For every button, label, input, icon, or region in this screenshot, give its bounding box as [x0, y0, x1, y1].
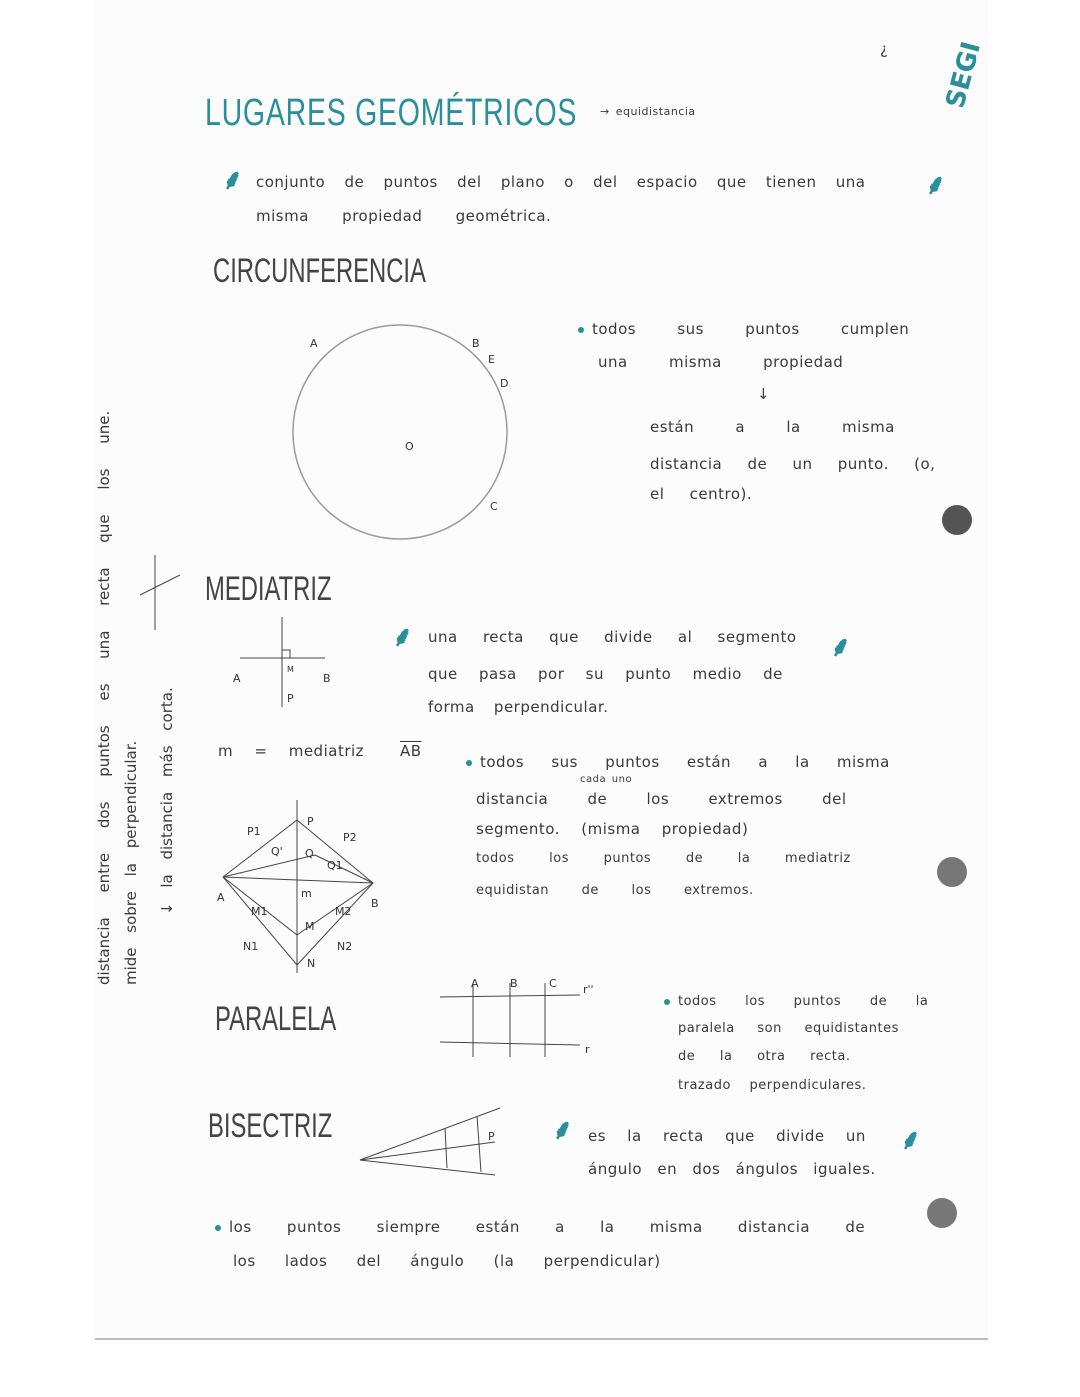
- bullet-icon: [466, 760, 472, 766]
- bullet-icon: [664, 999, 670, 1005]
- point-label: P: [287, 692, 294, 705]
- point-label: P2: [343, 831, 357, 844]
- paralela-bullet-4: trazado perpendiculares.: [678, 1078, 867, 1093]
- mediatriz-diagram: [225, 612, 345, 712]
- segment-ab: $\overline{AB}$: [400, 742, 422, 760]
- mediatriz-bullet-5: equidistan de los extremos.: [476, 883, 754, 898]
- point-label: M2: [335, 905, 352, 918]
- title-note: → equidistancia: [600, 105, 696, 118]
- bisectriz-diagram: [355, 1100, 515, 1180]
- line-label: r: [585, 1043, 590, 1056]
- point-label: B: [510, 977, 518, 990]
- mediatriz-bullet-2: distancia de los extremos del: [476, 790, 847, 808]
- point-label: A: [310, 337, 318, 350]
- point-label: C: [490, 500, 498, 513]
- point-label: B: [323, 672, 331, 685]
- point-label: A: [217, 891, 225, 904]
- logo: SEGI: [940, 38, 987, 112]
- leaf-icon: ⸙: [900, 1123, 922, 1156]
- heading-mediatriz: MEDIATRIZ: [205, 570, 332, 608]
- circle: [293, 325, 507, 539]
- point-label: M1: [251, 905, 268, 918]
- definition-line-1: conjunto de puntos del plano o del espacio que tienen una: [256, 173, 866, 191]
- circ-bullet-1: todos sus puntos cumplen: [592, 320, 910, 338]
- point-label: N2: [337, 940, 353, 953]
- punch-hole: [942, 505, 972, 535]
- point-label: Q': [271, 845, 283, 858]
- heading-paralela: PARALELA: [215, 1000, 337, 1038]
- page-title: LUGARES GEOMÉTRICOS: [205, 92, 578, 134]
- bullet-icon: [215, 1225, 221, 1231]
- bisectriz-def-2: ángulo en dos ángulos iguales.: [588, 1160, 876, 1178]
- center-label: O: [405, 440, 414, 453]
- mediatriz-bullet-3: segmento. (misma propiedad): [476, 820, 749, 838]
- circ-bullet-2: una misma propiedad: [598, 353, 844, 371]
- point-label: E: [488, 353, 495, 366]
- side-note-3: ↓ la distancia más corta.: [158, 687, 176, 915]
- perpendicular-sketch: [135, 545, 185, 635]
- point-label: N: [307, 957, 316, 970]
- point-label: Q: [305, 847, 314, 860]
- arrow-down-icon: ↓: [757, 385, 771, 403]
- side-note-2: mide sobre la perpendicular.: [122, 740, 140, 985]
- leaf-icon: ⸙: [925, 168, 947, 201]
- point-label: P1: [247, 825, 261, 838]
- mediatriz-def-1: una recta que divide al segmento: [428, 628, 797, 646]
- mediatriz-def-3: forma perpendicular.: [428, 698, 609, 716]
- point-label: N1: [243, 940, 259, 953]
- paralela-bullet-3: de la otra recta.: [678, 1049, 851, 1064]
- paralela-bullet-1: todos los puntos de la: [678, 994, 929, 1009]
- mediatriz-def-2: que pasa por su punto medio de: [428, 665, 783, 683]
- point-label: A: [471, 977, 479, 990]
- point-label: D: [500, 377, 509, 390]
- final-line-2: los lados del ángulo (la perpendicular): [233, 1252, 661, 1270]
- point-label: M: [287, 665, 294, 674]
- point-label: B: [371, 897, 379, 910]
- point-label: C: [549, 977, 557, 990]
- paralela-bullet-2: paralela son equidistantes: [678, 1021, 899, 1036]
- mediatriz-bullet-1: todos sus puntos están a la misma: [480, 753, 890, 771]
- circ-text-5: el centro).: [650, 485, 753, 503]
- leaf-icon: ⸙: [830, 630, 852, 663]
- point-label: m: [301, 887, 312, 900]
- point-label: M: [305, 920, 315, 933]
- point-label: B: [472, 337, 480, 350]
- definition-line-2: misma propiedad geométrica.: [256, 207, 552, 225]
- point-label: P: [488, 1130, 495, 1143]
- bullet-icon: [578, 327, 584, 333]
- punch-hole: [937, 857, 967, 887]
- circle-diagram: [280, 315, 520, 555]
- final-line-1: los puntos siempre están a la misma distancia de: [229, 1218, 866, 1236]
- heading-circunferencia: CIRCUNFERENCIA: [213, 252, 426, 290]
- leaf-icon: ⸙: [222, 163, 244, 196]
- line-label: r'': [583, 983, 594, 996]
- mediatriz-m-def: m = mediatriz: [218, 742, 365, 760]
- circ-text-4: distancia de un punto. (o,: [650, 455, 936, 473]
- leaf-icon: ⸙: [392, 620, 414, 653]
- circ-text-3: están a la misma: [650, 418, 895, 436]
- paralela-diagram: [435, 975, 610, 1065]
- heading-bisectriz: BISECTRIZ: [208, 1107, 333, 1145]
- corner-mark: ¿: [880, 40, 889, 58]
- punch-hole: [927, 1198, 957, 1228]
- leaf-icon: ⸙: [552, 1113, 574, 1146]
- mediatriz-bullet-4: todos los puntos de la mediatriz: [476, 851, 851, 866]
- side-note-1: distancia entre dos puntos es una recta que los une.: [95, 410, 113, 985]
- note-cada-uno: cada uno: [580, 774, 633, 785]
- point-label: Q1: [327, 859, 343, 872]
- rhombus-diagram: [215, 795, 390, 975]
- point-label: A: [233, 672, 241, 685]
- point-label: P: [307, 815, 314, 828]
- bisectriz-def-1: es la recta que divide un: [588, 1127, 866, 1145]
